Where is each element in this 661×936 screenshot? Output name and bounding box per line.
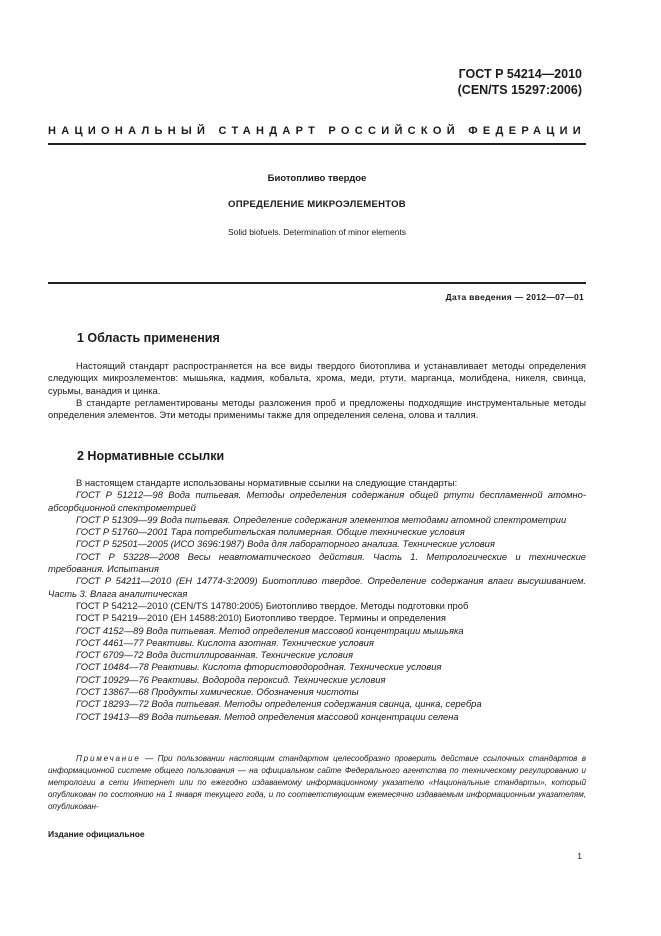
section-2-body	[48, 477, 586, 723]
standard-equivalent: (CEN/TS 15297:2006)	[457, 83, 582, 97]
note-text: — При пользовании настоящим стандартом целесообразно проверить действие ссылочных стандартов в информационной системе общего пользования — на официальном сайте Федерального агентства по техническому регулированию и метрологии в сети Интернет или по ежегодно издаваемому информационному указателю «Национальные стандарты», который опубликован по состоянию на 1 января текущего года, и по соответствующим ежемесячно издаваемым информационным указателям, опубликован-	[48, 754, 586, 812]
banner-word: СТАНДАРТ	[218, 125, 321, 137]
reference-item: ГОСТ Р 52501—2005 (ИСО 3696:1987) Вода для лабораторного анализа. Технические условия	[76, 538, 495, 550]
title-english: Solid biofuels. Determination of minor elements	[227, 227, 407, 237]
official-edition-label: Издание официальное	[48, 829, 145, 839]
reference-item: ГОСТ 4461—77 Реактивы. Кислота азотная. Технические условия	[76, 636, 374, 648]
title-line1: Биотопливо твердое	[267, 173, 367, 184]
header-rule	[48, 143, 586, 145]
reference-item: ГОСТ Р 51760—2001 Тара потребительская полимерная. Общие технические условия	[76, 526, 465, 538]
paragraph: В настоящем стандарте использованы нормативные ссылки на следующие стандарты:	[76, 477, 458, 488]
reference-item: ГОСТ 19413—89 Вода питьевая. Метод определения массовой концентрации селена	[76, 710, 459, 722]
standard-number-block	[458, 66, 582, 98]
banner-word: РОССИЙСКОЙ	[328, 125, 460, 137]
reference-item: ГОСТ Р 54212—2010 (CEN/TS 14780:2005) Биотопливо твердое. Методы подготовки проб	[76, 599, 469, 611]
reference-item: ГОСТ Р 51309—99 Вода питьевая. Определение содержания элементов методами атомной спектрометрии	[76, 513, 567, 525]
paragraph: Настоящий стандарт распространяется на все виды твердого биотоплива и устанавливает методы определения следующих микроэлементов: мышьяка, кадмия, кобальта, хрома, меди, ртути, марганца, молибдена, никеля, свинца, сурьмы, ванадия и цинка.	[48, 360, 586, 396]
standard-number: ГОСТ Р 54214—2010	[458, 67, 582, 81]
banner-word: ФЕДЕРАЦИИ	[468, 125, 586, 137]
banner-word: НАЦИОНАЛЬНЫЙ	[48, 125, 211, 137]
reference-item: ГОСТ 10484—78 Реактивы. Кислота фтористоводородная. Технические условия	[76, 661, 442, 673]
reference-item: ГОСТ 4152—89 Вода питьевая. Метод определения массовой концентрации мышьяка	[76, 624, 464, 636]
introduction-date: Дата введения — 2012—07—01	[445, 292, 584, 302]
page-number: 1	[577, 851, 582, 861]
reference-item: ГОСТ 6709—72 Вода дистиллированная. Технические условия	[76, 649, 353, 661]
reference-item: ГОСТ 18293—72 Вода питьевая. Методы определения содержания свинца, цинка, серебра	[76, 698, 482, 710]
paragraph: В стандарте регламентированы методы разложения проб и предложены подходящие инструментальные методы определения элементов. Эти методы применимы также для определения селена, олова и таллия.	[48, 396, 586, 421]
title-main: ОПРЕДЕЛЕНИЕ МИКРОЭЛЕМЕНТОВ	[228, 199, 406, 210]
reference-note	[48, 753, 586, 813]
title-rule	[48, 282, 586, 284]
note-label: Примечание	[76, 754, 141, 763]
national-standard-banner	[48, 125, 586, 137]
reference-item: ГОСТ Р 54211—2010 (ЕН 14774-3:2009) Биотопливо твердое. Определение содержания влаги высушиванием. Часть 3. Влага аналитическая	[48, 575, 586, 599]
section-1-heading: 1 Область применения	[77, 331, 220, 345]
reference-item: ГОСТ Р 51212—98 Вода питьевая. Методы определения содержания общей ртути беспламенной атомно-абсорбционной спектрометрией	[48, 489, 586, 513]
reference-item: ГОСТ 13867—68 Продукты химические. Обозначения чистоты	[76, 686, 359, 698]
reference-item: ГОСТ 10929—76 Реактивы. Водорода пероксид. Технические условия	[76, 673, 386, 685]
reference-item: ГОСТ Р 54219—2010 (ЕН 14588:2010) Биотопливо твердое. Термины и определения	[76, 612, 446, 624]
section-1-body	[48, 360, 586, 421]
reference-item: ГОСТ Р 53228—2008 Весы неавтоматического действия. Часть 1. Метрологические и технические требования. Испытания	[48, 550, 586, 575]
section-2-heading: 2 Нормативные ссылки	[77, 449, 225, 463]
